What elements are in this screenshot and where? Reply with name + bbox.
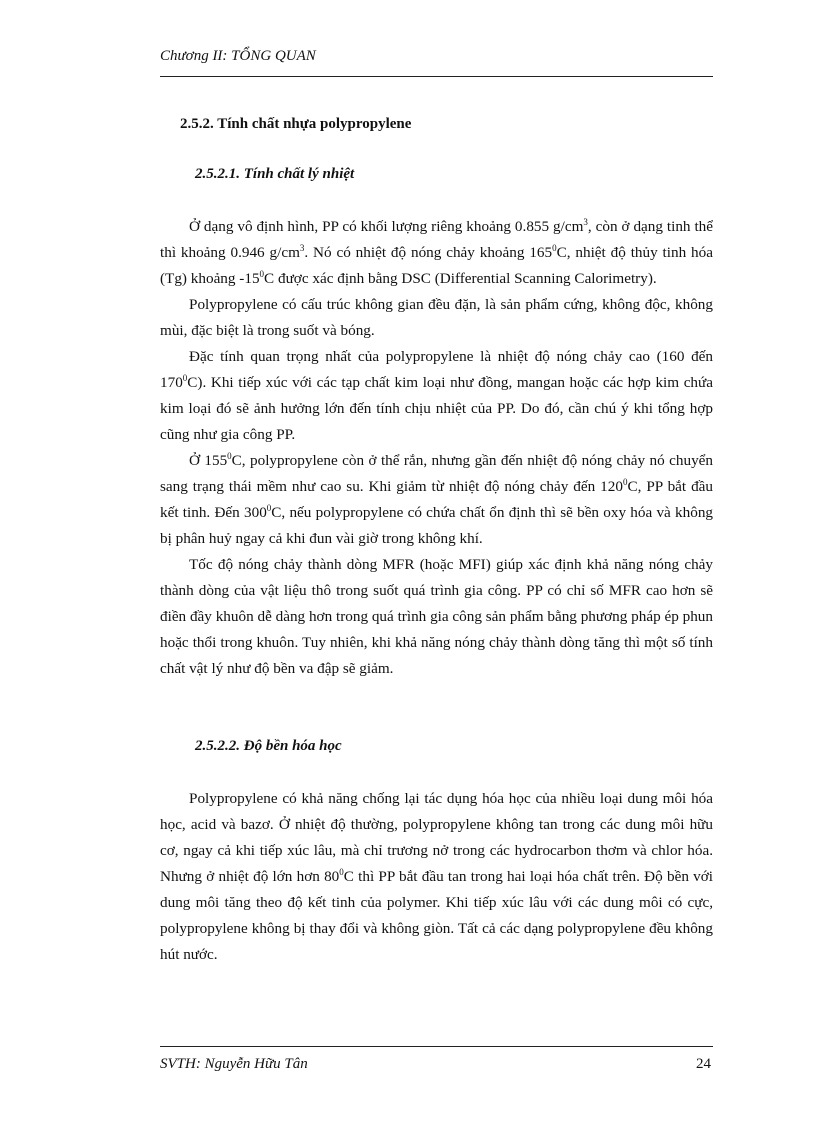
chemical-resistance-text (160, 786, 713, 968)
author-label: SVTH: Nguyễn Hữu Tân (160, 1056, 308, 1072)
thermal-properties-text (160, 214, 713, 682)
section-title: 2.5.2. Tính chất nhựa polypropylene (180, 116, 412, 132)
paragraph: Polypropylene có cấu trúc không gian đều đặn, là sản phẩm cứng, không độc, không mùi, đặc biệt là trong suốt và bóng. (160, 296, 713, 339)
paragraph: Ở $155^0C$, polypropylene còn ở thể rắn, nhưng gần đến nhiệt độ nóng chảy nó chuyển sang trạng thái mềm như cao su. Khi giảm từ nhiệt độ nóng chảy đến $120^0C$, PP bắt đầu kết tinh. Đến $300^0C$, nếu polypropylene có chứa chất ổn định thì sẽ bền oxy hóa và không bị phân huỷ ngay cả khi đun vài giờ trong không khí. (160, 450, 714, 547)
chapter-header: Chương II: TỔNG QUAN (160, 48, 316, 64)
subsection-title-thermal: 2.5.2.1. Tính chất lý nhiệt (195, 166, 355, 182)
paragraph: Polypropylene có khả năng chống lại tác dụng hóa học của nhiều loại dung môi hóa học, acid và bazơ. Ở nhiệt độ thường, polypropylene không tan trong các dung môi hữu cơ, ngay cả khi tiếp xúc lâu, mà chỉ trương nở trong các hydrocarbon thơm và chlor hóa. Nhưng ở nhiệt độ lớn hơn $80^0C$ thì PP bắt đầu tan trong hai loại hóa chất trên. Độ bền với dung môi tăng theo độ kết tinh của polymer. Khi tiếp xúc lâu với các dung môi có cực, polypropylene không bị thay đổi và không giòn. Tất cả các dạng polypropylene đều không hút nước. (160, 790, 713, 963)
header-rule (160, 76, 713, 77)
page-number: 24 (696, 1056, 711, 1072)
paragraph: Ở dạng vô định hình, PP có khối lượng riêng khoảng 0.855 $g/cm^3$, còn ở dạng tinh thể thì khoảng 0.946 $g/cm^3$. Nó có nhiệt độ nóng chảy khoảng $165^0C$, nhiệt độ thủy tinh hóa (Tg) khoảng $-15^0C$ được xác định bằng DSC (Differential Scanning Calorimetry). (160, 216, 714, 287)
subsection-title-chemical: 2.5.2.2. Độ bền hóa học (195, 738, 342, 754)
paragraph: Tốc độ nóng chảy thành dòng MFR (hoặc MFI) giúp xác định khả năng nóng chảy thành dòng của vật liệu thô trong suốt quá trình gia công. PP có chỉ số MFR cao hơn sẽ điền đầy khuôn dễ dàng hơn trong quá trình gia công sản phẩm bằng phương pháp ép phun hoặc thổi trong khuôn. Tuy nhiên, khi khả năng nóng chảy thành dòng tăng thì một số tính chất vật lý như độ bền va đập sẽ giảm. (160, 556, 713, 677)
paragraph: Đặc tính quan trọng nhất của polypropylene là nhiệt độ nóng chảy cao (160 đến $170^0C$). Khi tiếp xúc với các tạp chất kim loại như đồng, mangan hoặc các hợp kim chứa kim loại đó sẽ ảnh hưởng lớn đến tính chịu nhiệt của PP. Do đó, cần chú ý khi tổng hợp cũng như gia công PP. (160, 348, 713, 443)
footer-rule (160, 1046, 713, 1047)
page-footer (160, 1056, 713, 1073)
